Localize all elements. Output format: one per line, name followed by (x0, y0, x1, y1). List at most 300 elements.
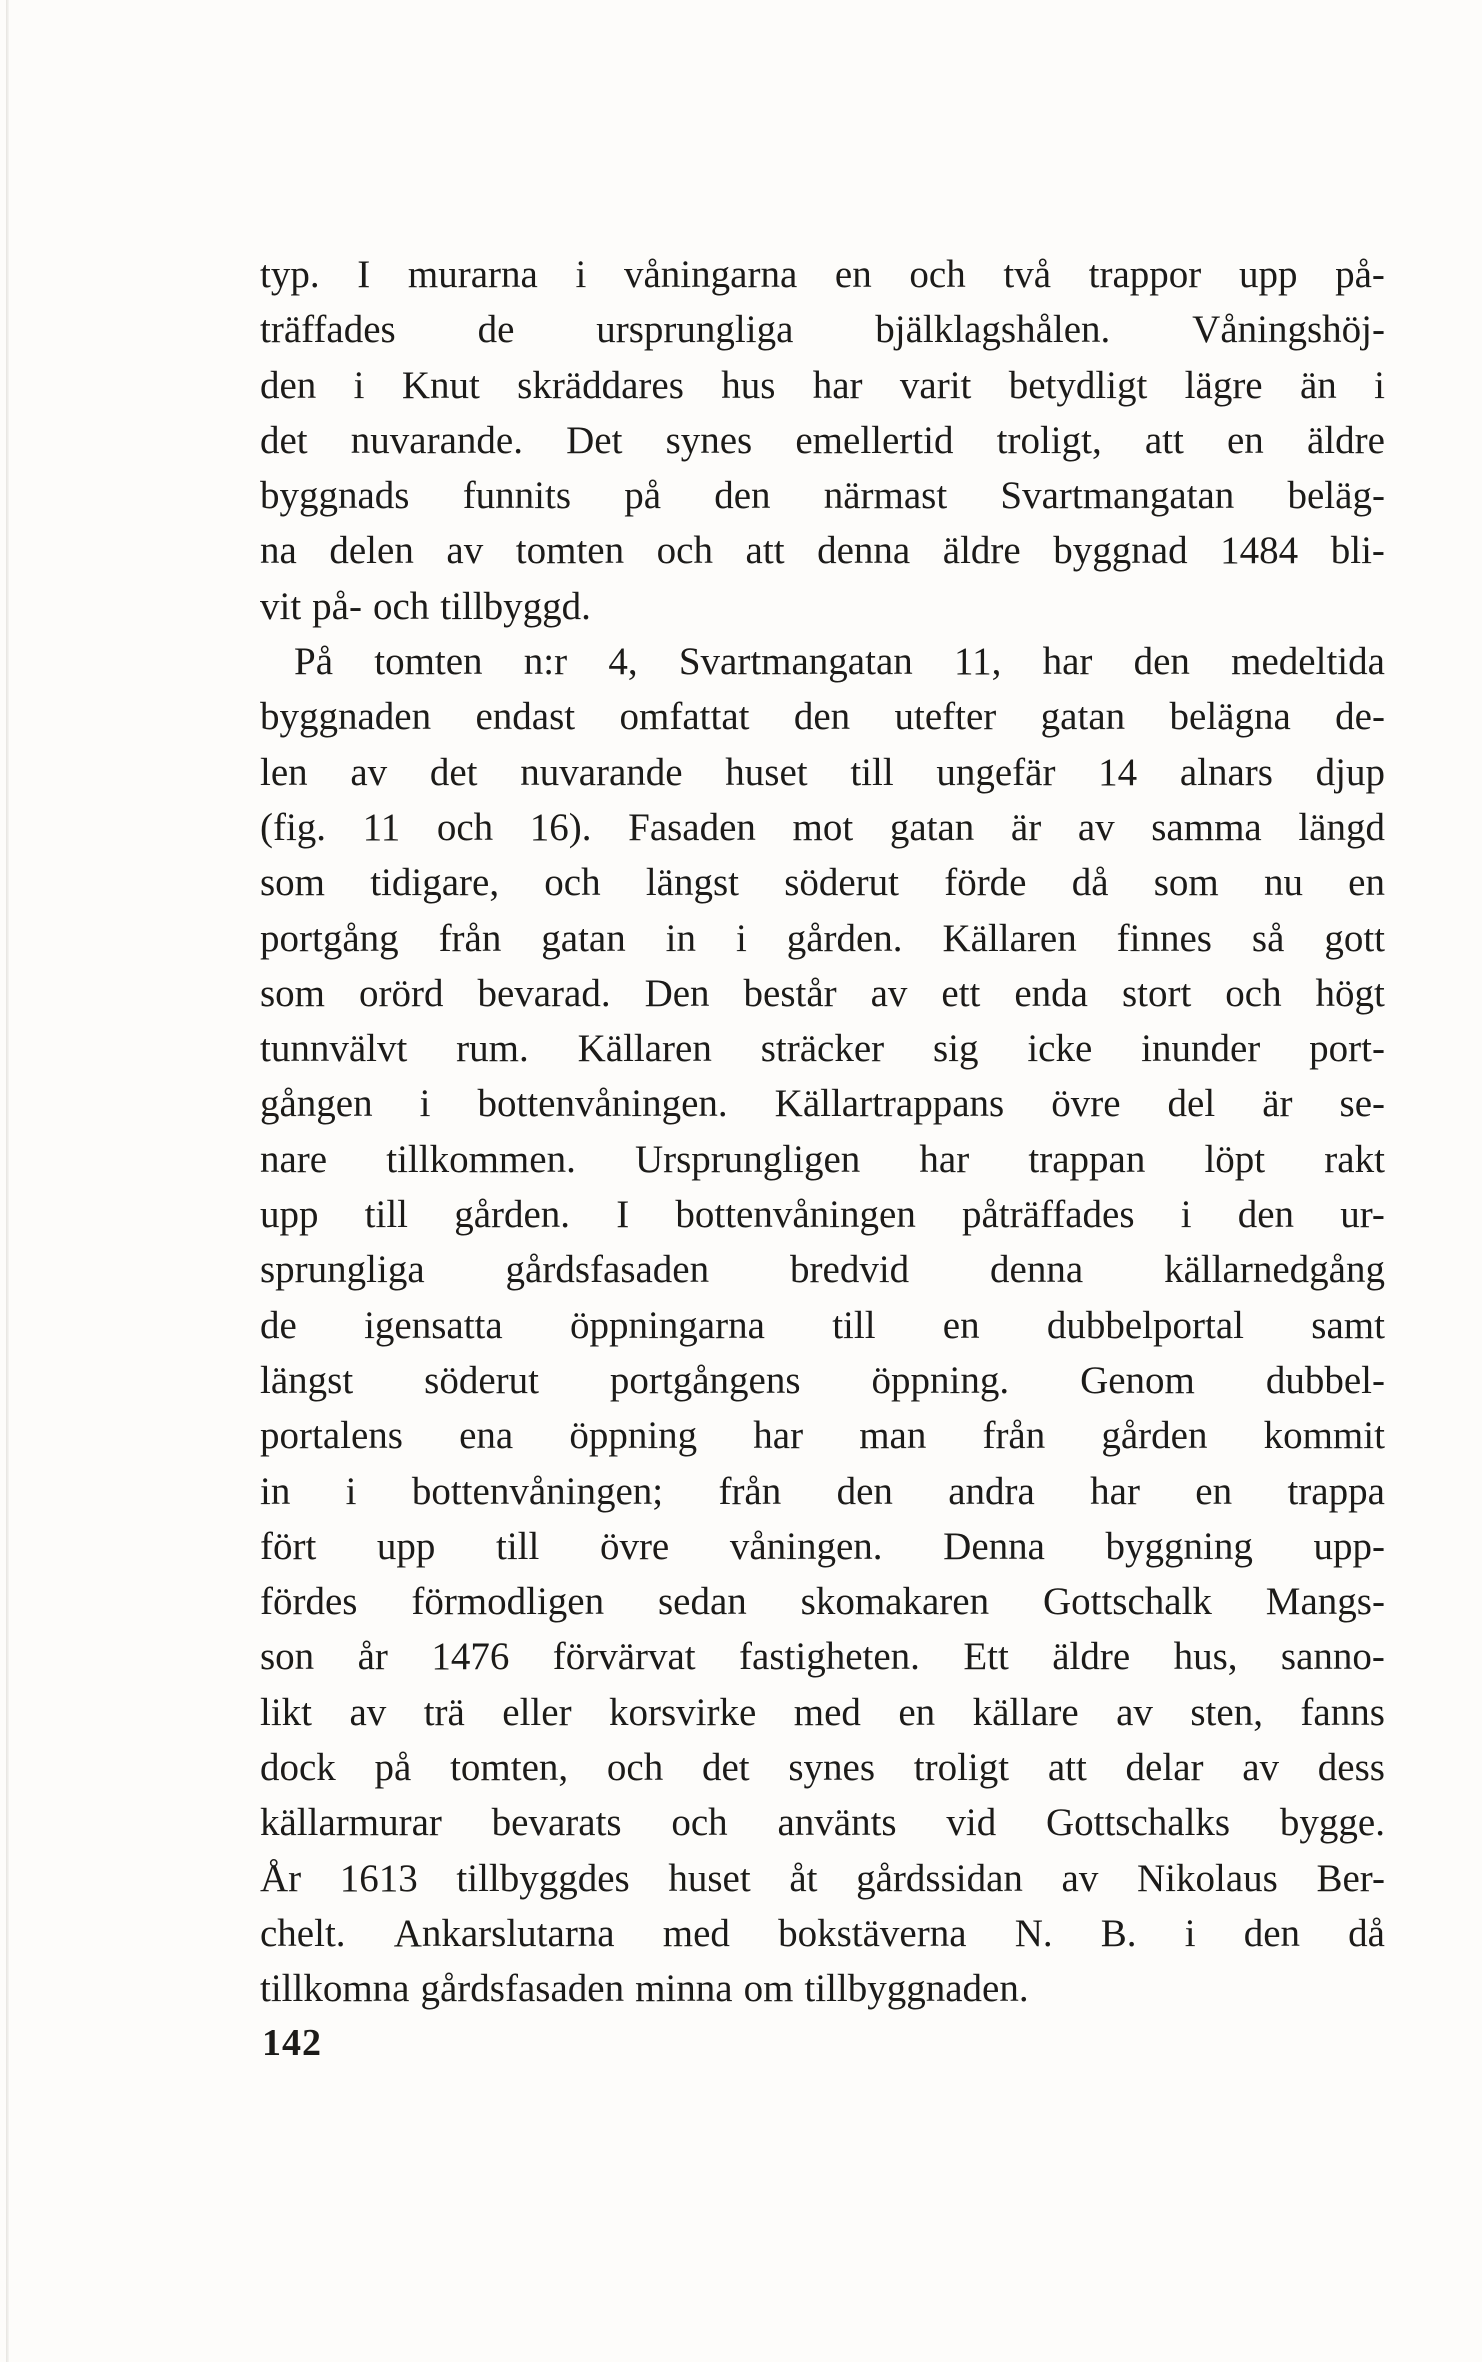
word: son (260, 1635, 315, 1679)
text-line (260, 1132, 1385, 1187)
word: det (429, 750, 478, 794)
text-line (260, 1076, 1385, 1131)
word: tillbyggnaden. (804, 1967, 1029, 2011)
word: fanns (1300, 1690, 1385, 1734)
word: fastigheten. (739, 1635, 920, 1679)
word: andra (948, 1469, 1035, 1513)
word: lägre (1184, 363, 1263, 407)
text-line (260, 800, 1385, 855)
word: till (496, 1524, 540, 1568)
word: synes (788, 1746, 876, 1790)
word: den (836, 1469, 893, 1513)
text-line (260, 468, 1385, 523)
word: Denna (943, 1524, 1045, 1568)
word: upp (260, 1193, 319, 1237)
word: djup (1315, 750, 1385, 794)
word: längd (1298, 805, 1385, 849)
word: sanno- (1280, 1635, 1385, 1679)
text-line (260, 1519, 1385, 1574)
word: 11 (362, 805, 401, 849)
word: ur- (1340, 1193, 1385, 1237)
word: äldre (1306, 418, 1385, 462)
word: Våningshöj- (1192, 308, 1385, 352)
word: byggning (1105, 1524, 1253, 1568)
word: korsvirke (609, 1690, 757, 1734)
word: na (260, 529, 297, 573)
word: har (753, 1414, 804, 1458)
word: av (1242, 1746, 1280, 1790)
word: beläg- (1287, 474, 1385, 518)
word: har (919, 1137, 970, 1181)
word: det (260, 418, 308, 462)
word: Källaren (577, 1027, 712, 1071)
word: sprungliga (260, 1248, 425, 1292)
word: portgång (260, 916, 399, 960)
word: N. (1014, 1911, 1053, 1955)
word: len (260, 750, 308, 794)
word: endast (475, 695, 576, 739)
word: bredvid (790, 1248, 910, 1292)
word: mot (792, 805, 854, 849)
word: den (1133, 640, 1190, 684)
word: tillbyggdes (456, 1856, 630, 1900)
word: I (616, 1193, 630, 1237)
word: den (1243, 1911, 1300, 1955)
word: och (606, 1746, 664, 1790)
word: åt (789, 1856, 818, 1900)
word: är (1010, 805, 1042, 849)
word: en (942, 1303, 980, 1347)
word: öppningarna (569, 1303, 765, 1347)
text-line (260, 966, 1385, 1021)
word: bokstäverna (778, 1911, 967, 1955)
word: i (419, 1082, 431, 1126)
word: år (357, 1635, 388, 1679)
word: källare (972, 1690, 1079, 1734)
word: en (1195, 1469, 1233, 1513)
word: gårdsfasaden (420, 1967, 625, 2011)
word: fördes (260, 1580, 358, 1624)
word: förmodligen (411, 1580, 605, 1624)
word: medeltida (1231, 640, 1385, 684)
word: och (544, 861, 601, 905)
word: rakt (1324, 1137, 1385, 1181)
text-line (260, 855, 1385, 910)
text-line (260, 1464, 1385, 1519)
word: alnars (1179, 750, 1273, 794)
text-line (260, 1021, 1385, 1076)
word: öppning (569, 1414, 698, 1458)
page-edge (6, 0, 9, 2362)
word: längst (645, 861, 739, 905)
word: vit (260, 584, 302, 628)
word: Nikolaus (1136, 1856, 1278, 1900)
word: Ber- (1316, 1856, 1385, 1900)
text-line (260, 1795, 1385, 1850)
word: det (701, 1746, 750, 1790)
word: de (477, 308, 515, 352)
word: ursprungliga (596, 308, 794, 352)
word: fört (260, 1524, 317, 1568)
word: belägna (1169, 695, 1291, 739)
word: av (446, 529, 484, 573)
word: vid (946, 1801, 997, 1845)
word: en (1226, 418, 1264, 462)
word: (fig. (260, 805, 327, 849)
word: äldre (942, 529, 1021, 573)
word: påträffades (962, 1193, 1135, 1237)
word: portgångens (609, 1358, 801, 1402)
word: gården. (786, 916, 903, 960)
word: högt (1315, 971, 1385, 1015)
word: bottenvåningen. (477, 1082, 728, 1126)
word: samt (1311, 1303, 1385, 1347)
word: emellertid (795, 418, 954, 462)
word: har (812, 363, 863, 407)
word: Ankarslutarna (393, 1911, 615, 1955)
word: funnits (462, 474, 572, 518)
word: troligt (913, 1746, 1010, 1790)
word: i (353, 363, 365, 407)
word: trä (423, 1690, 465, 1734)
word: eller (502, 1690, 572, 1734)
word: tunnvälvt (260, 1027, 408, 1071)
word: den (260, 363, 317, 407)
word: på- (1335, 253, 1385, 296)
word: och (656, 529, 713, 573)
word: gatan (1040, 695, 1126, 739)
word: en (834, 253, 872, 296)
word: 16). (529, 805, 592, 849)
word: upp- (1313, 1524, 1385, 1568)
word: i (1374, 363, 1385, 407)
word: tillkomna (260, 1967, 410, 2011)
word: övre (1051, 1082, 1121, 1126)
word: År (260, 1856, 302, 1900)
word: tomten, (450, 1746, 569, 1790)
word: källarmurar (260, 1801, 442, 1845)
word: bli- (1330, 529, 1385, 573)
word: denna (990, 1248, 1084, 1292)
word: tillbyggd. (440, 584, 591, 628)
word: i (1184, 1911, 1196, 1955)
word: och (1225, 971, 1282, 1015)
word: Gottschalks (1045, 1801, 1231, 1845)
page-number: 142 (262, 2022, 322, 2064)
word: gott (1324, 916, 1385, 960)
word: nuvarande (520, 750, 683, 794)
word: troligt, (996, 418, 1102, 462)
word: sten, (1190, 1690, 1263, 1734)
word: 4, (608, 640, 638, 684)
text-line (260, 413, 1385, 468)
word: som (260, 971, 326, 1015)
word: nare (260, 1137, 328, 1181)
word: gårdssidan (856, 1856, 1023, 1900)
word: byggnaden (260, 695, 432, 739)
word: av (1077, 805, 1115, 849)
word: våningen. (729, 1524, 883, 1568)
word: n:r (523, 640, 568, 684)
word: som (260, 861, 326, 905)
word: Knut (401, 363, 480, 407)
word: gången (260, 1082, 373, 1126)
word: samma (1151, 805, 1262, 849)
word: av (1116, 1690, 1153, 1734)
word: med (793, 1690, 861, 1734)
word: på (374, 1746, 412, 1790)
word: B. (1100, 1911, 1137, 1955)
word: Svartmangatan (1000, 474, 1235, 518)
word: bevarats (491, 1801, 622, 1845)
word: av (1061, 1856, 1099, 1900)
word: gården. (454, 1193, 571, 1237)
word: av (870, 971, 908, 1015)
text-line (260, 1242, 1385, 1297)
word: icke (1027, 1027, 1093, 1071)
text-line (260, 1298, 1385, 1353)
word: nu (1263, 861, 1303, 905)
text-line (260, 1574, 1385, 1629)
word: Ett (963, 1635, 1009, 1679)
word: dess (1317, 1746, 1385, 1790)
word: Fasaden (628, 805, 756, 849)
word: man (859, 1414, 927, 1458)
word: port- (1309, 1027, 1385, 1071)
text-line (260, 358, 1385, 413)
word: bevarad. (477, 971, 611, 1015)
word: 14 (1098, 750, 1138, 794)
word: 1484 (1220, 529, 1299, 573)
word: se- (1339, 1082, 1385, 1126)
word: våningarna (624, 253, 798, 296)
word: till (832, 1303, 876, 1347)
word: så (1251, 916, 1285, 960)
word: källarnedgång (1164, 1248, 1385, 1292)
word: nuvarande. (350, 418, 523, 462)
word: trappor (1088, 253, 1202, 296)
word: tomten (374, 640, 483, 684)
word: delar (1125, 1746, 1204, 1790)
word: ena (459, 1414, 514, 1458)
word: ett (941, 971, 981, 1015)
word: tillkommen. (386, 1137, 576, 1181)
word: i (345, 1469, 357, 1513)
word: och (671, 1801, 728, 1845)
word: likt (260, 1690, 313, 1734)
word: av (350, 750, 388, 794)
word: synes (665, 418, 753, 462)
word: betydligt (1008, 363, 1148, 407)
word: då (1071, 861, 1109, 905)
word: upp (1238, 253, 1298, 296)
word: då (1348, 1911, 1385, 1955)
word: om (743, 1967, 794, 2011)
word: trappa (1287, 1469, 1385, 1513)
text-line (260, 911, 1385, 966)
word: chelt. (260, 1911, 346, 1955)
word: dubbel- (1265, 1358, 1385, 1402)
text-line (260, 689, 1385, 744)
word: minna (635, 1967, 733, 2011)
text-line (260, 634, 1385, 689)
word: huset (668, 1856, 751, 1900)
word: att (745, 529, 785, 573)
word: stort (1121, 971, 1192, 1015)
word: Genom (1080, 1358, 1195, 1402)
word: använts (777, 1801, 897, 1845)
word: har (1042, 640, 1093, 684)
word: övre (599, 1524, 670, 1568)
word: och (909, 253, 966, 296)
word: Ursprungligen (634, 1137, 861, 1181)
word: in (260, 1469, 291, 1513)
word: förde (944, 861, 1027, 905)
word: bottenvåningen (675, 1193, 916, 1237)
word: murarna (407, 253, 538, 296)
word: på (624, 474, 662, 518)
word: hus, (1173, 1635, 1238, 1679)
word: 1476 (431, 1635, 510, 1679)
word: närmast (823, 474, 948, 518)
word: på- (312, 584, 362, 628)
word: träffades (260, 308, 396, 352)
word: I (357, 253, 371, 296)
word: Svartmangatan (678, 640, 913, 684)
word: att (1047, 1746, 1087, 1790)
word: längst (260, 1358, 354, 1402)
word: Källartrappans (774, 1082, 1005, 1126)
word: i (735, 916, 747, 960)
text-line (260, 1851, 1385, 1906)
word: öppning. (871, 1358, 1010, 1402)
text-line (260, 1740, 1385, 1795)
word: inunder (1141, 1027, 1261, 1071)
word: enda (1014, 971, 1088, 1015)
word: tomten (515, 529, 625, 573)
word: är (1262, 1082, 1293, 1126)
word: byggnads (260, 474, 410, 518)
word: att (1144, 418, 1184, 462)
word: rum. (456, 1027, 529, 1071)
text-line (260, 745, 1385, 800)
text-line (260, 1408, 1385, 1463)
word: från (718, 1469, 782, 1513)
word: typ. (260, 253, 320, 296)
word: Mangs- (1265, 1580, 1385, 1624)
word: till (364, 1193, 409, 1237)
word: en (898, 1690, 936, 1734)
word: i (575, 253, 587, 296)
word: två (1003, 253, 1052, 296)
word: finnes (1116, 916, 1212, 960)
word: upp (376, 1524, 436, 1568)
word: portalens (260, 1414, 403, 1458)
word: dock (260, 1746, 336, 1790)
word: består (743, 971, 837, 1015)
word: bjälklagshålen. (875, 308, 1111, 352)
word: delen (329, 529, 414, 573)
word: 11, (954, 640, 1002, 684)
word: På (294, 640, 333, 684)
word: sig (932, 1027, 979, 1071)
word: kommit (1263, 1414, 1385, 1458)
word: huset (725, 750, 808, 794)
word: tidigare, (370, 861, 500, 905)
word: sträcker (760, 1027, 885, 1071)
text-line (260, 247, 1385, 302)
word: gårdsfasaden (505, 1248, 710, 1292)
word: ungefär (936, 750, 1056, 794)
word: Källaren (942, 916, 1077, 960)
text-line (260, 1906, 1385, 1961)
word: 1613 (339, 1856, 418, 1900)
word: och (436, 805, 494, 849)
word: förvärvat (552, 1635, 696, 1679)
word: in (665, 916, 697, 960)
word: Det (566, 418, 623, 462)
word: hus (721, 363, 776, 407)
word: den (1237, 1193, 1295, 1237)
text-line (260, 523, 1385, 578)
word: skomakaren (800, 1580, 990, 1624)
word: orörd (358, 971, 444, 1015)
word: och (372, 584, 430, 628)
word: gatan (541, 916, 626, 960)
word: denna (817, 529, 911, 573)
word: gården (1101, 1414, 1208, 1458)
word: Den (644, 971, 710, 1015)
text-line (260, 302, 1385, 357)
word: med (662, 1911, 730, 1955)
word: från (438, 916, 502, 960)
word: omfattat (619, 695, 750, 739)
word: den (793, 695, 851, 739)
word: trappan (1028, 1137, 1146, 1181)
word: skräddares (517, 363, 684, 407)
word: de (260, 1303, 297, 1347)
word: löpt (1204, 1137, 1266, 1181)
text-line (260, 1961, 1385, 2016)
word: dubbelportal (1046, 1303, 1244, 1347)
word: äldre (1052, 1635, 1131, 1679)
word: än (1299, 363, 1337, 407)
body-text (260, 247, 1385, 2017)
word: som (1153, 861, 1219, 905)
word: byggnad (1053, 529, 1188, 573)
word: de- (1335, 695, 1385, 739)
word: del (1167, 1082, 1216, 1126)
word: från (982, 1414, 1046, 1458)
word: sedan (657, 1580, 747, 1624)
text-line (260, 579, 1385, 634)
text-line (260, 1685, 1385, 1740)
word: den (714, 474, 771, 518)
word: igensatta (364, 1303, 503, 1347)
word: bottenvåningen; (411, 1469, 664, 1513)
word: söderut (424, 1358, 539, 1402)
word: har (1090, 1469, 1140, 1513)
text-line (260, 1353, 1385, 1408)
text-line (260, 1187, 1385, 1242)
word: av (349, 1690, 387, 1734)
word: varit (899, 363, 972, 407)
word: i (1180, 1193, 1192, 1237)
text-line (260, 1629, 1385, 1684)
word: Gottschalk (1042, 1580, 1212, 1624)
word: till (850, 750, 894, 794)
word: söderut (784, 861, 899, 905)
